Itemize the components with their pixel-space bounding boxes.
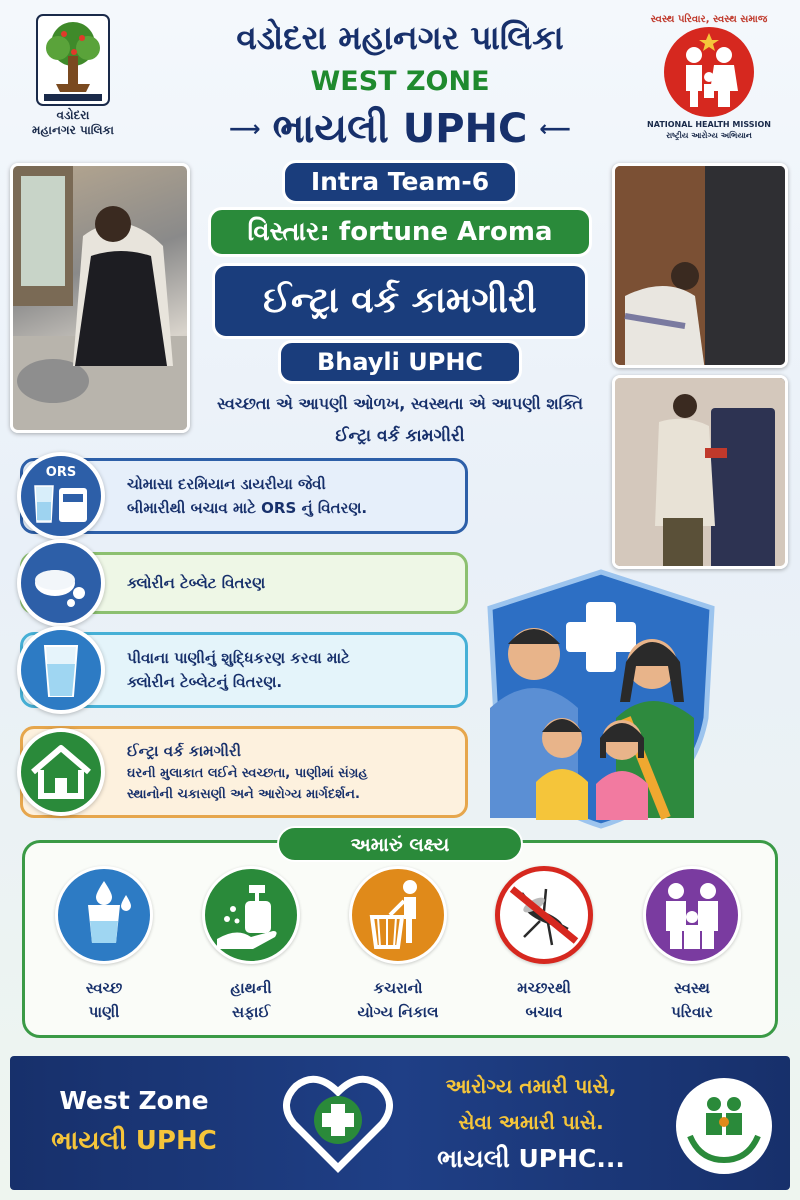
tree-emblem-icon <box>34 12 112 108</box>
vmc-logo-caption-1: વડોદરા <box>56 108 90 122</box>
slogan-subtitle: ઈન્ટ્રા વર્ક કામગીરી <box>335 426 465 446</box>
arrow-left-icon: ⟵ <box>539 116 571 142</box>
water-drop-glass-icon <box>55 866 153 964</box>
footer-slogan-2: સેવા અમારી પાસે. <box>458 1110 604 1134</box>
nhm-name: NATIONAL HEALTH MISSION <box>647 120 771 129</box>
goal-label-line: પાણી <box>88 1003 120 1021</box>
goal-label <box>44 976 164 1024</box>
footer-banner <box>10 1056 790 1190</box>
info-heading: ઈન્ટ્રા વર્ક કામગીરી <box>127 742 242 760</box>
info-row-intra-work <box>20 726 468 818</box>
goal-label-line: કચરાનો <box>373 979 423 997</box>
footer-uphc: ભાયલી UPHC <box>51 1126 217 1156</box>
house-icon <box>17 728 105 816</box>
work-badge: ઈન્ટ્રા વર્ક કામગીરી <box>212 263 588 339</box>
family-icon <box>643 866 741 964</box>
goal-mosquito-protection <box>484 866 604 1024</box>
info-row-water <box>20 632 468 708</box>
info-row-ors <box>20 458 468 534</box>
field-photo-fridge <box>612 375 788 569</box>
field-photo-kitchen <box>10 163 190 433</box>
family-hands-icon <box>676 1078 772 1174</box>
page-title: વડોદરા મહાનગર પાલિકા <box>236 18 564 57</box>
goals-title: અમારું લક્ષ્ય <box>277 826 523 862</box>
goal-label-line: મચ્છરથી <box>517 979 571 997</box>
field-photo-door <box>612 163 788 368</box>
goal-label-line: યોગ્ય નિકાલ <box>357 1003 439 1021</box>
goal-label <box>338 976 458 1024</box>
hand-wash-icon <box>202 866 300 964</box>
goal-label-line: સ્વચ્છ <box>85 979 123 997</box>
goal-waste-disposal <box>338 866 458 1024</box>
goal-healthy-family <box>632 866 752 1024</box>
nhm-family-icon <box>664 27 754 117</box>
info-line: ક્લોરીન ટેબ્લેટનું વિતરણ. <box>127 673 283 691</box>
info-row-water-text <box>127 646 455 694</box>
info-line: ઘરની મુલાકાત લઈને સ્વચ્છતા, પાણીમાં સંગ્રહ <box>127 766 368 781</box>
info-row-chlorine-text <box>127 571 455 595</box>
info-row-ors-text <box>127 472 455 520</box>
info-row-intra-work-text <box>127 739 455 805</box>
info-line: પીવાના પાણીનું શુદ્ધિકરણ કરવા માટે <box>127 649 350 667</box>
footer-zone: West Zone <box>59 1086 209 1115</box>
uphc-title: ભાયલી UPHC <box>272 106 528 152</box>
vmc-logo <box>18 12 128 150</box>
info-line: બીમારીથી બચાવ માટે ORS નું વિતરણ. <box>127 499 368 517</box>
ors-packet-icon <box>17 452 105 540</box>
goal-label <box>191 976 311 1024</box>
info-line: ક્લોરીન ટેબ્લેટ વિતરણ <box>127 574 266 592</box>
info-line: ચોમાસા દરમિયાન ડાયરીયા જેવી <box>127 475 326 493</box>
area-badge: વિસ્તાર: fortune Aroma <box>208 207 592 257</box>
nhm-logo <box>634 14 784 154</box>
zone-title: WEST ZONE <box>310 66 490 97</box>
vmc-logo-caption-2: મહાનગર પાલિકા <box>32 123 114 137</box>
goal-label-line: સ્વસ્થ <box>674 979 710 997</box>
goal-clean-water <box>44 866 164 1024</box>
uphc-badge: Bhayli UPHC <box>278 340 522 384</box>
slogan: સ્વચ્છતા એ આપણી ઓળખ, સ્વસ્થતા એ આપણી શક્તિ <box>217 394 583 413</box>
goal-label <box>632 976 752 1024</box>
chlorine-tablet-icon <box>17 539 105 627</box>
info-line: સ્થાનોની ચકાસણી અને આરોગ્ય માર્ગદર્શન. <box>127 787 360 802</box>
ors-badge-text: ORS <box>45 465 77 480</box>
goal-label-line: સફાઈ <box>231 1003 271 1021</box>
nhm-tagline: સ્વસ્થ પરિવાર, સ્વસ્થ સમાજ <box>650 14 768 25</box>
footer-slogan-3: ભાયલી UPHC... <box>437 1144 625 1173</box>
goal-label-line: પરિવાર <box>671 1003 713 1021</box>
heart-cross-icon <box>282 1070 394 1176</box>
team-badge: Intra Team-6 <box>282 160 518 204</box>
goal-hand-wash <box>191 866 311 1024</box>
arrow-right-icon: ⟶ <box>229 116 261 142</box>
nhm-subname: રાષ્ટ્રીય આરોગ્ય અભિયાન <box>666 131 752 140</box>
no-mosquito-icon <box>495 866 593 964</box>
footer-slogan-1: આરોગ્ય તમારી પાસે, <box>445 1074 617 1098</box>
goal-label-line: બચાવ <box>525 1003 563 1021</box>
info-row-chlorine <box>20 552 468 614</box>
goal-label <box>484 976 604 1024</box>
goal-label-line: હાથની <box>230 979 272 997</box>
uphc-title-row <box>175 104 625 154</box>
dustbin-icon <box>349 866 447 964</box>
family-shield-illustration <box>476 568 726 830</box>
water-glass-icon <box>17 626 105 714</box>
